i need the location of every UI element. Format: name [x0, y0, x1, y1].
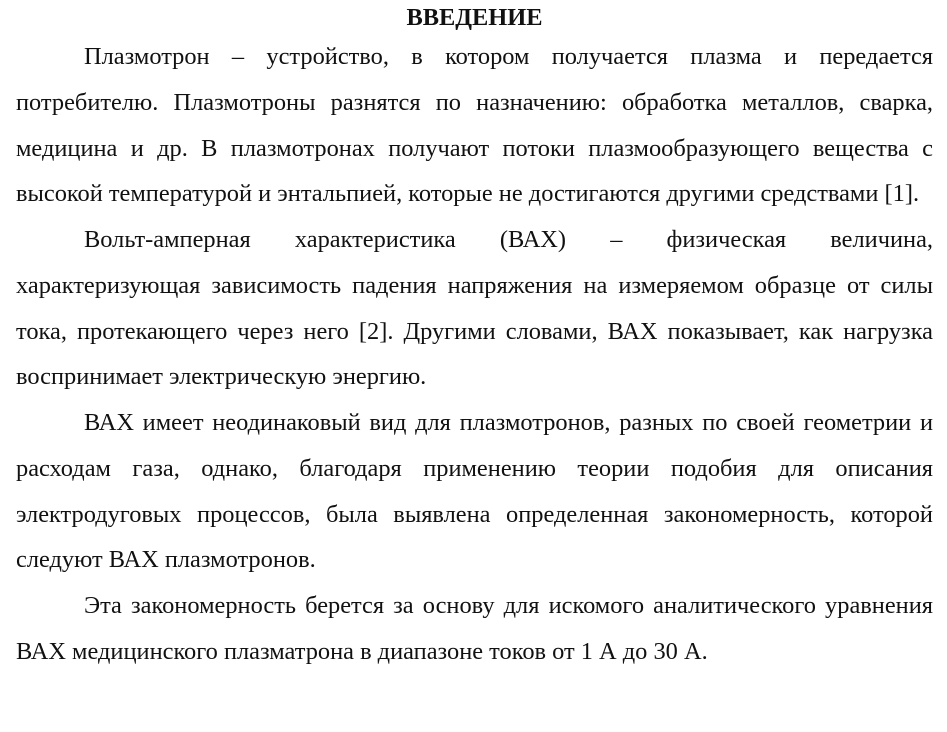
paragraph-goal: Эта закономерность берется за основу для искомого аналитического уравнения ВАХ медицинского плазматрона в диапазоне токов от 1 А до 30 А.	[16, 592, 933, 665]
paragraph-vax-definition: Вольт-амперная характеристика (ВАХ) – физическая величина, характеризующая зависимость падения напряжения на измеряемом образце от силы тока, протекающего через него [2]. Другими словами, ВАХ показывает, как нагрузка воспринимает электрическую энергию.	[16, 226, 933, 391]
paragraph-vax-similarity: ВАХ имеет неодинаковый вид для плазмотронов, разных по своей геометрии и расходам газа, однако, благодаря применению теории подобия для описания электродуговых процессов, была выявлена определенная закономерность, которой следуют ВАХ плазмотронов.	[16, 409, 933, 574]
document-page	[16, 0, 933, 675]
section-title: ВВЕДЕНИЕ	[406, 4, 543, 31]
paragraph-plasmatron-definition: Плазмотрон – устройство, в котором получается плазма и передается потребителю. Плазмотроны разнятся по назначению: обработка металлов, сварка, медицина и др. В плазмотронах получают потоки плазмообразующего вещества с высокой температурой и энтальпией, которые не достигаются другими средствами [1].	[16, 43, 933, 208]
